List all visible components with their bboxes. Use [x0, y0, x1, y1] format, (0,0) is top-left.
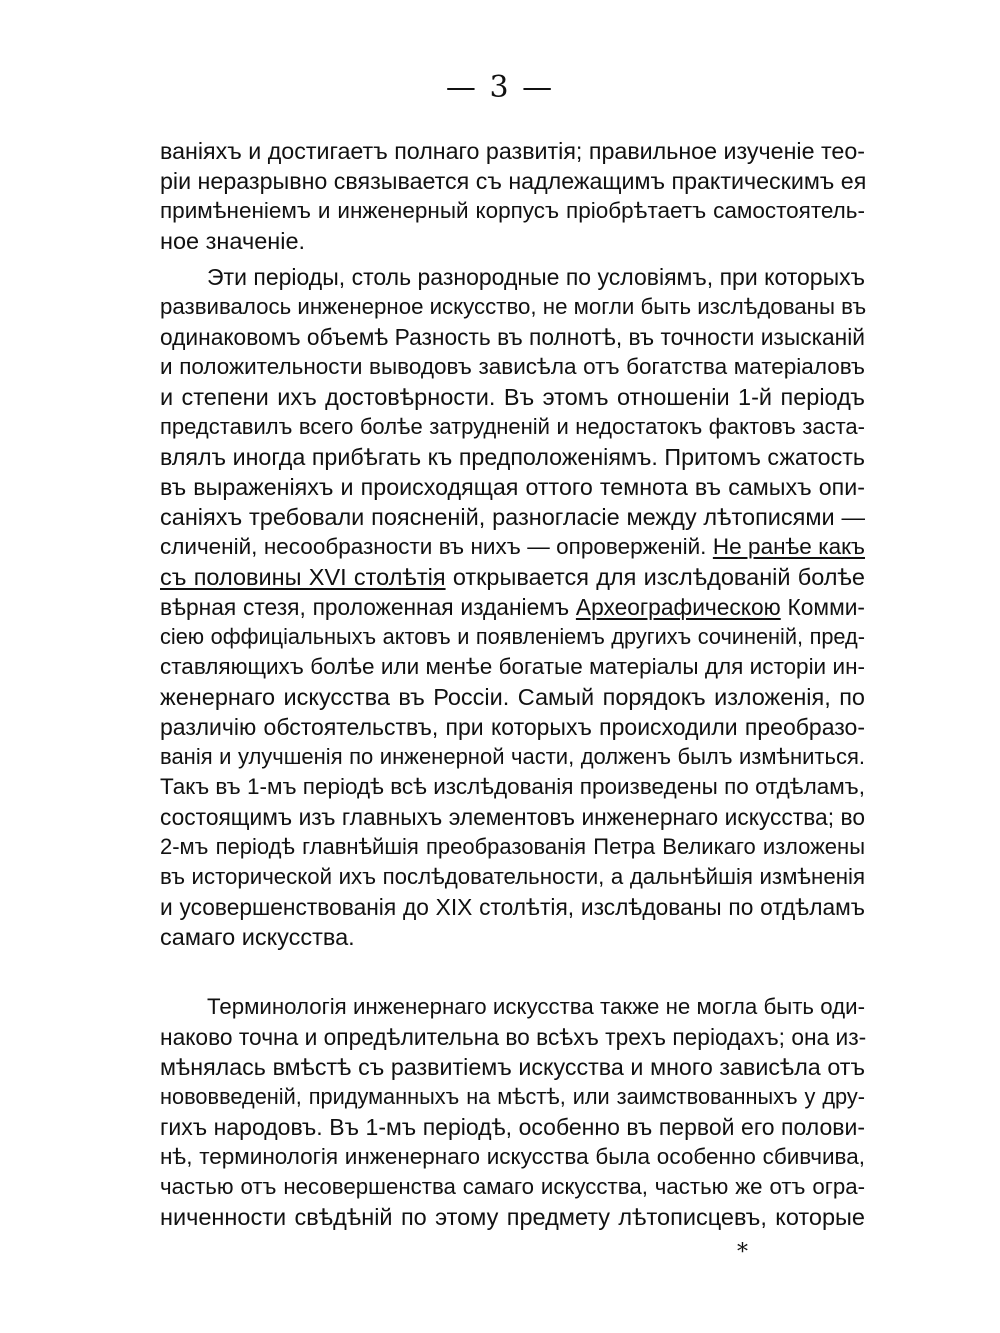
text-line: и положительности выводовъ зависѣла отъ богатства матеріаловъ: [160, 354, 865, 379]
paragraph-periods: [160, 262, 865, 952]
text-line: 2-мъ періодѣ главнѣйшія преобразованія Петра Великаго изложены: [160, 834, 865, 859]
text-line: ванія и улучшенія по инженерной части, долженъ былъ измѣниться.: [160, 744, 865, 769]
text-line: ное значеніе.: [160, 228, 306, 254]
text-segment: открывается для изслѣдованій болѣе: [445, 564, 865, 590]
text-line: Такъ въ 1-мъ періодѣ всѣ изслѣдованія произведены по отдѣламъ,: [160, 774, 865, 799]
page-number: — 3 —: [445, 70, 555, 105]
text-line: сіею оффиціальныхъ актовъ и появленіемъ другихъ сочиненій, пред-: [160, 624, 865, 649]
text-line: ваніяхъ и достигаетъ полнаго развитія; правильное изученіе тео-: [160, 138, 865, 164]
text-line: одинаковомъ объемѣ Разность въ полнотѣ, въ точности изысканій: [160, 324, 865, 350]
text-line: саніяхъ требовали поясненій, разногласіе между лѣтописями —: [160, 504, 865, 530]
text-line: [160, 562, 865, 592]
text-segment: Комми-: [780, 594, 865, 620]
text-line: частью отъ несовершенства самаго искусства, частью же отъ огра-: [160, 1174, 865, 1199]
text-line: различію обстоятельствъ, при которыхъ происходили преобразо-: [160, 714, 865, 740]
text-line: ріи неразрывно связывается съ надлежащимъ практическимъ ея: [160, 168, 867, 194]
text-line: мѣнялась вмѣстѣ съ развитіемъ искусства и много зависѣла отъ: [160, 1054, 865, 1080]
text-line: состоящимъ изъ главныхъ элементовъ инженернаго искусства; во: [160, 804, 865, 830]
text-segment: вѣрная стезя, проложенная изданіемъ: [160, 594, 576, 620]
text-line: въ выраженіяхъ и происходящая оттого темнота въ самыхъ опи-: [160, 474, 865, 500]
signature-mark: *: [737, 1240, 748, 1265]
underlined-phrase: Не ранѣе какъ: [712, 534, 865, 559]
text-line: нѣ, терминологія инженернаго искусства была особенно сбивчива,: [160, 1144, 865, 1169]
text-line: самаго искусства.: [160, 924, 355, 950]
text-line: [160, 532, 865, 562]
text-line: гихъ народовъ. Въ 1-мъ періодѣ, особенно въ первой его полови-: [160, 1114, 865, 1140]
paragraph-continuation: [160, 136, 865, 256]
text-line: и усовершенствованія до XIX столѣтія, изслѣдованы по отдѣламъ: [160, 894, 865, 920]
text-line: развивалось инженерное искусство, не могли быть изслѣдованы въ: [160, 294, 867, 319]
text-line: женернаго искусства въ Россіи. Самый порядокъ изложенія, по: [160, 684, 865, 710]
text-line: нововведеній, придуманныхъ на мѣстѣ, или заимствованныхъ у дру-: [160, 1084, 865, 1109]
text-line: примѣненіемъ и инженерный корпусъ пріобрѣтаетъ самостоятель-: [160, 198, 865, 223]
text-line: влялъ иногда прибѣгать къ предположеніямъ. Притомъ сжатость: [160, 444, 865, 470]
text-line: Эти періоды, столь разнородные по условіямъ, при которыхъ: [207, 264, 865, 290]
text-line: и степени ихъ достовѣрности. Въ этомъ отношеніи 1-й періодъ: [160, 384, 865, 410]
text-line: наково точна и опредѣлительна во всѣхъ трехъ періодахъ; она из-: [160, 1024, 867, 1050]
text-line: ниченности свѣдѣній по этому предмету лѣтописцевъ, которые: [160, 1204, 865, 1230]
text-line: представилъ всего болѣе затрудненій и недостатокъ фактовъ заста-: [160, 414, 865, 439]
text-line: въ исторической ихъ послѣдовательности, а дальнѣйшія измѣненія: [160, 864, 865, 889]
text-line: [160, 592, 865, 622]
underlined-phrase: Археографическою: [575, 594, 781, 620]
text-line: Терминологія инженернаго искусства также не могла быть оди-: [207, 994, 865, 1019]
underlined-phrase: съ половины XVI столѣтія: [160, 564, 446, 590]
text-line: ставляющихъ болѣе или менѣе богатые матеріалы для исторіи ин-: [160, 654, 865, 679]
text-segment: сличеній, несообразности въ нихъ — опроверженій.: [160, 534, 713, 559]
paragraph-terminology: [160, 992, 865, 1232]
